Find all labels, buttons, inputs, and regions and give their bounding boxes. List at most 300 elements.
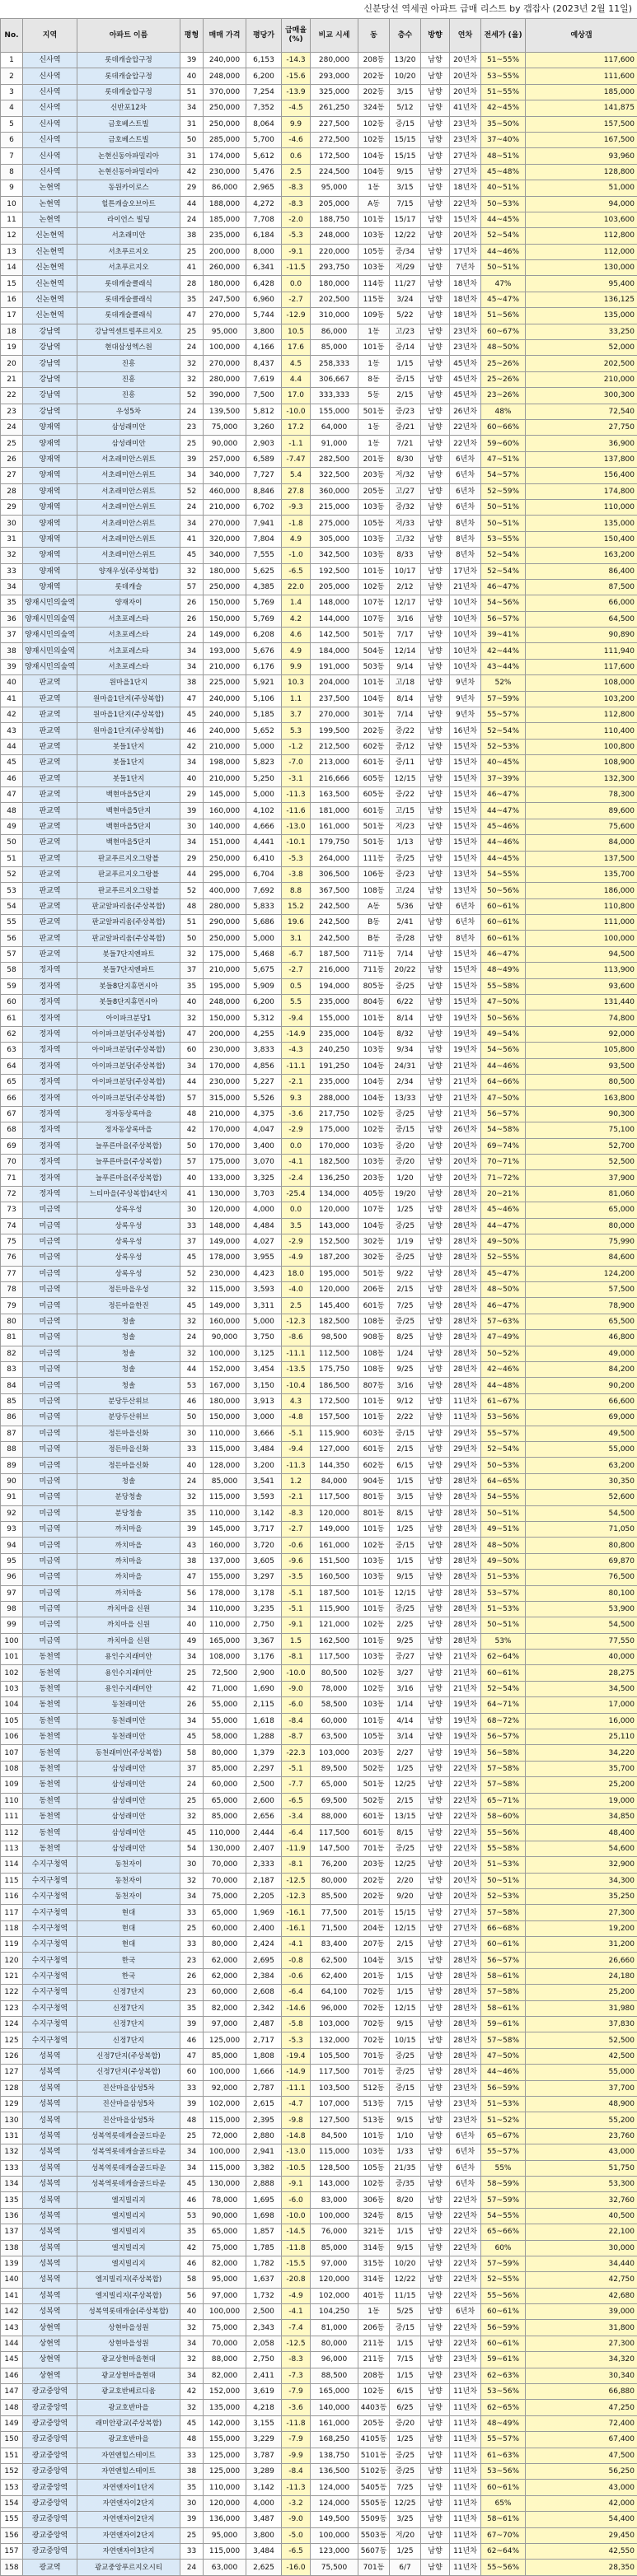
row-number: 26 bbox=[1, 451, 23, 467]
row-number: 154 bbox=[1, 2495, 23, 2511]
jeonse-rate-cell: 50~51% bbox=[481, 516, 526, 531]
floor-cell: 3/27 bbox=[390, 1665, 421, 1681]
discount-rate-cell: -2.1 bbox=[282, 1490, 311, 1505]
apartment-name-cell: 백현마을5단지 bbox=[77, 835, 180, 851]
price-per-pyeong-cell: 2,695 bbox=[246, 1953, 282, 1968]
region-cell: 성복역 bbox=[23, 2288, 77, 2303]
row-number: 74 bbox=[1, 1218, 23, 1234]
pyeong-cell: 37 bbox=[180, 963, 204, 978]
pyeong-cell: 48 bbox=[180, 898, 204, 914]
pyeong-cell: 25 bbox=[180, 324, 204, 339]
price-per-pyeong-cell: 4,484 bbox=[246, 1218, 282, 1234]
price-cell: 170,000 bbox=[204, 1058, 246, 1074]
price-cell: 70,000 bbox=[204, 2336, 246, 2351]
pyeong-cell: 37 bbox=[180, 1234, 204, 1249]
price-per-pyeong-cell: 5,625 bbox=[246, 563, 282, 579]
building-cell: 111동 bbox=[358, 851, 390, 866]
market-price-cell: 75,500 bbox=[311, 2560, 358, 2575]
region-cell: 동천역 bbox=[23, 1665, 77, 1681]
pyeong-cell: 56 bbox=[180, 2288, 204, 2303]
table-row bbox=[1, 212, 637, 227]
region-cell: 광교중앙역 bbox=[23, 2384, 77, 2400]
building-cell: 102동 bbox=[358, 1122, 390, 1138]
age-cell: 20년차 bbox=[450, 1873, 481, 1888]
direction-cell: 남향 bbox=[421, 1553, 450, 1569]
price-per-pyeong-cell: 5,769 bbox=[246, 611, 282, 627]
price-per-pyeong-cell: 5,652 bbox=[246, 723, 282, 739]
price-per-pyeong-cell: 4,666 bbox=[246, 819, 282, 834]
floor-cell: 13/33 bbox=[390, 1090, 421, 1106]
market-price-cell: 217,750 bbox=[311, 1106, 358, 1122]
expected-gap-cell: 19,200 bbox=[526, 1920, 637, 1936]
market-price-cell: 322,500 bbox=[311, 468, 358, 483]
apartment-name-cell: 롯데캐슬클래식 bbox=[77, 292, 180, 307]
market-price-cell: 85,000 bbox=[311, 340, 358, 356]
table-row bbox=[1, 2176, 637, 2191]
market-price-cell: 115,900 bbox=[311, 1601, 358, 1617]
apartment-name-cell: 논현신동아파밀리아 bbox=[77, 164, 180, 180]
direction-cell: 남향 bbox=[421, 132, 450, 147]
age-cell: 45년차 bbox=[450, 371, 481, 387]
column-header: 지역 bbox=[23, 19, 77, 53]
jeonse-rate-cell: 59~61% bbox=[481, 2017, 526, 2032]
table-row bbox=[1, 228, 637, 244]
apartment-name-cell: 까치마을 신원 bbox=[77, 1617, 180, 1633]
price-cell: 70,000 bbox=[204, 1857, 246, 1873]
pyeong-cell: 35 bbox=[180, 2480, 204, 2495]
market-price-cell: 155,000 bbox=[311, 1010, 358, 1026]
apartment-name-cell: 현대 bbox=[77, 1937, 180, 1953]
discount-rate-cell: -11.6 bbox=[282, 803, 311, 819]
floor-cell: 6/15 bbox=[390, 2384, 421, 2400]
apartment-name-cell: 성복역롯데캐슬골드타운 bbox=[77, 2160, 180, 2176]
direction-cell: 남향 bbox=[421, 1106, 450, 1122]
building-cell: 1동 bbox=[358, 180, 390, 196]
discount-rate-cell: -8.4 bbox=[282, 1713, 311, 1729]
expected-gap-cell: 74,800 bbox=[526, 1010, 637, 1026]
table-row bbox=[1, 132, 637, 147]
direction-cell: 남향 bbox=[421, 2128, 450, 2144]
age-cell: 17년차 bbox=[450, 563, 481, 579]
discount-rate-cell: -9.4 bbox=[282, 1010, 311, 1026]
price-per-pyeong-cell: 6,200 bbox=[246, 68, 282, 84]
discount-rate-cell: -15.5 bbox=[282, 2256, 311, 2271]
region-cell: 동천역 bbox=[23, 1713, 77, 1729]
building-cell: 702동 bbox=[358, 2000, 390, 2016]
row-number: 51 bbox=[1, 851, 23, 866]
apartment-name-cell: 분당두산위브 bbox=[77, 1410, 180, 1426]
row-number: 114 bbox=[1, 1857, 23, 1873]
pyeong-cell: 34 bbox=[180, 2160, 204, 2176]
jeonse-rate-cell: 56~59% bbox=[481, 2080, 526, 2096]
floor-cell: 19/20 bbox=[390, 1186, 421, 1202]
pyeong-cell: 52 bbox=[180, 483, 204, 499]
pyeong-cell: 25 bbox=[180, 1920, 204, 1936]
building-cell: 201동 bbox=[358, 1968, 390, 1984]
price-per-pyeong-cell: 2,343 bbox=[246, 2320, 282, 2336]
floor-cell: 중/15 bbox=[390, 2320, 421, 2336]
expected-gap-cell: 86,400 bbox=[526, 563, 637, 579]
floor-cell: 중/34 bbox=[390, 244, 421, 259]
pyeong-cell: 39 bbox=[180, 2017, 204, 2032]
direction-cell: 남향 bbox=[421, 2176, 450, 2191]
table-row bbox=[1, 2065, 637, 2080]
age-cell: 23년차 bbox=[450, 116, 481, 132]
direction-cell: 남향 bbox=[421, 2192, 450, 2208]
apartment-name-cell: 청솔 bbox=[77, 1346, 180, 1361]
pyeong-cell: 39 bbox=[180, 2512, 204, 2527]
direction-cell: 남향 bbox=[421, 1617, 450, 1633]
age-cell: 6년차 bbox=[450, 2128, 481, 2144]
building-cell: 103동 bbox=[358, 2144, 390, 2160]
floor-cell: 중/15 bbox=[390, 1122, 421, 1138]
floor-cell: 중/21 bbox=[390, 419, 421, 435]
jeonse-rate-cell: 50~51% bbox=[481, 260, 526, 276]
pyeong-cell: 34 bbox=[180, 835, 204, 851]
row-number: 115 bbox=[1, 1873, 23, 1888]
apartment-name-cell: 아이파크분당(주상복합) bbox=[77, 1075, 180, 1090]
market-price-cell: 216,666 bbox=[311, 771, 358, 786]
discount-rate-cell: -2.9 bbox=[282, 1234, 311, 1249]
pyeong-cell: 46 bbox=[180, 2192, 204, 2208]
price-per-pyeong-cell: 3,260 bbox=[246, 419, 282, 435]
row-number: 81 bbox=[1, 1330, 23, 1346]
apartment-name-cell: 자연앤자이3단지 bbox=[77, 2543, 180, 2559]
age-cell: 15년차 bbox=[450, 995, 481, 1010]
pyeong-cell: 34 bbox=[180, 2336, 204, 2351]
building-cell: 114동 bbox=[358, 276, 390, 292]
row-number: 58 bbox=[1, 963, 23, 978]
direction-cell: 남향 bbox=[421, 2048, 450, 2064]
market-price-cell: 237,500 bbox=[311, 691, 358, 707]
region-cell: 신논현역 bbox=[23, 244, 77, 259]
pyeong-cell: 34 bbox=[180, 516, 204, 531]
table-row bbox=[1, 1490, 637, 1505]
expected-gap-cell: 186,000 bbox=[526, 883, 637, 898]
expected-gap-cell: 53,300 bbox=[526, 2176, 637, 2191]
direction-cell: 남향 bbox=[421, 659, 450, 674]
apartment-name-cell: 까치마을 bbox=[77, 1585, 180, 1601]
building-cell: 5607동 bbox=[358, 2543, 390, 2559]
price-per-pyeong-cell: 1,288 bbox=[246, 1729, 282, 1745]
region-cell: 미금역 bbox=[23, 1393, 77, 1409]
table-row bbox=[1, 915, 637, 931]
building-cell: 807동 bbox=[358, 1378, 390, 1393]
column-header: 비교 시세 bbox=[311, 19, 358, 53]
discount-rate-cell: -4.1 bbox=[282, 2304, 311, 2320]
market-price-cell: 124,000 bbox=[311, 2495, 358, 2511]
direction-cell: 남향 bbox=[421, 2495, 450, 2511]
jeonse-rate-cell: 43~44% bbox=[481, 659, 526, 674]
row-number: 131 bbox=[1, 2128, 23, 2144]
table-row bbox=[1, 691, 637, 707]
age-cell: 28년차 bbox=[450, 1330, 481, 1346]
jeonse-rate-cell: 48% bbox=[481, 404, 526, 419]
pyeong-cell: 42 bbox=[180, 739, 204, 754]
age-cell: 28년차 bbox=[450, 1186, 481, 1202]
direction-cell: 남향 bbox=[421, 548, 450, 563]
pyeong-cell: 32 bbox=[180, 946, 204, 962]
building-cell: 101동 bbox=[358, 1010, 390, 1026]
jeonse-rate-cell: 51~56% bbox=[481, 308, 526, 324]
region-cell: 광교중앙역 bbox=[23, 2400, 77, 2415]
jeonse-rate-cell: 58~61% bbox=[481, 2512, 526, 2527]
pyeong-cell: 49 bbox=[180, 1633, 204, 1649]
apartment-name-cell: 롯데캐슬 bbox=[77, 579, 180, 595]
expected-gap-cell: 95,400 bbox=[526, 276, 637, 292]
table-row bbox=[1, 324, 637, 339]
price-per-pyeong-cell: 7,500 bbox=[246, 388, 282, 404]
apartment-name-cell: 원마을1단지(주상복합) bbox=[77, 723, 180, 739]
price-per-pyeong-cell: 7,555 bbox=[246, 548, 282, 563]
row-number: 105 bbox=[1, 1713, 23, 1729]
building-cell: 202동 bbox=[358, 68, 390, 84]
discount-rate-cell: -7.9 bbox=[282, 2432, 311, 2448]
apartment-name-cell: 상현마을성원 bbox=[77, 2320, 180, 2336]
floor-cell: 1/25 bbox=[390, 1761, 421, 1776]
table-row bbox=[1, 2304, 637, 2320]
row-number: 20 bbox=[1, 356, 23, 371]
age-cell: 28년차 bbox=[450, 2032, 481, 2048]
price-cell: 75,000 bbox=[204, 419, 246, 435]
row-number: 10 bbox=[1, 196, 23, 212]
table-row bbox=[1, 739, 637, 754]
jeonse-rate-cell: 53~57% bbox=[481, 1585, 526, 1601]
apartment-name-cell: 분당청솔 bbox=[77, 1490, 180, 1505]
floor-cell: 6/22 bbox=[390, 995, 421, 1010]
apartment-name-cell: 청솔 bbox=[77, 1362, 180, 1378]
age-cell: 6년차 bbox=[450, 2176, 481, 2191]
expected-gap-cell: 40,000 bbox=[526, 1650, 637, 1665]
row-number: 7 bbox=[1, 148, 23, 164]
expected-gap-cell: 31,800 bbox=[526, 2320, 637, 2336]
region-cell: 정자역 bbox=[23, 1026, 77, 1042]
direction-cell: 남향 bbox=[421, 531, 450, 547]
expected-gap-cell: 100,000 bbox=[526, 931, 637, 946]
market-price-cell: 100,000 bbox=[311, 2527, 358, 2543]
price-cell: 150,000 bbox=[204, 1010, 246, 1026]
age-cell: 11년차 bbox=[450, 2415, 481, 2431]
discount-rate-cell: -19.4 bbox=[282, 2048, 311, 2064]
table-row bbox=[1, 2480, 637, 2495]
row-number: 87 bbox=[1, 1426, 23, 1441]
direction-cell: 남향 bbox=[421, 1202, 450, 1218]
discount-rate-cell: -20.8 bbox=[282, 2272, 311, 2288]
direction-cell: 남향 bbox=[421, 1473, 450, 1489]
direction-cell: 남향 bbox=[421, 2097, 450, 2112]
region-cell: 미금역 bbox=[23, 1218, 77, 1234]
expected-gap-cell: 26,660 bbox=[526, 1953, 637, 1968]
market-price-cell: 117,500 bbox=[311, 2065, 358, 2080]
floor-cell: 2/12 bbox=[390, 579, 421, 595]
price-per-pyeong-cell: 3,787 bbox=[246, 2448, 282, 2463]
table-row bbox=[1, 1250, 637, 1266]
pyeong-cell: 24 bbox=[180, 340, 204, 356]
expected-gap-cell: 48,400 bbox=[526, 1825, 637, 1841]
market-price-cell: 134,000 bbox=[311, 1186, 358, 1202]
price-cell: 60,000 bbox=[204, 1777, 246, 1793]
jeonse-rate-cell: 52~54% bbox=[481, 563, 526, 579]
building-cell: 501동 bbox=[358, 1266, 390, 1281]
direction-cell: 남향 bbox=[421, 1186, 450, 1202]
direction-cell: 남향 bbox=[421, 1633, 450, 1649]
direction-cell: 남향 bbox=[421, 579, 450, 595]
pyeong-cell: 52 bbox=[180, 883, 204, 898]
row-number: 130 bbox=[1, 2112, 23, 2128]
apartment-name-cell: 서초래미안스위트 bbox=[77, 483, 180, 499]
price-cell: 60,000 bbox=[204, 1920, 246, 1936]
price-per-pyeong-cell: 2,297 bbox=[246, 1761, 282, 1776]
direction-cell: 남향 bbox=[421, 2463, 450, 2479]
price-per-pyeong-cell: 2,625 bbox=[246, 2560, 282, 2575]
jeonse-rate-cell: 59~60% bbox=[481, 436, 526, 451]
expected-gap-cell: 111,940 bbox=[526, 643, 637, 659]
row-number: 60 bbox=[1, 995, 23, 1010]
price-cell: 370,000 bbox=[204, 84, 246, 100]
price-cell: 240,000 bbox=[204, 691, 246, 707]
market-price-cell: 89,500 bbox=[311, 1761, 358, 1776]
region-cell: 양재시민의숲역 bbox=[23, 595, 77, 611]
direction-cell: 남향 bbox=[421, 803, 450, 819]
table-row bbox=[1, 2097, 637, 2112]
price-cell: 180,000 bbox=[204, 276, 246, 292]
jeonse-rate-cell: 55~56% bbox=[481, 2560, 526, 2575]
expected-gap-cell: 65,500 bbox=[526, 1314, 637, 1329]
age-cell: 8년차 bbox=[450, 548, 481, 563]
price-per-pyeong-cell: 3,800 bbox=[246, 2527, 282, 2543]
floor-cell: 2/15 bbox=[390, 1282, 421, 1298]
price-cell: 55,000 bbox=[204, 1713, 246, 1729]
age-cell: 23년차 bbox=[450, 132, 481, 147]
age-cell: 28년차 bbox=[450, 2017, 481, 2032]
direction-cell: 남향 bbox=[421, 1043, 450, 1058]
apartment-name-cell: 현대삼성엑스원 bbox=[77, 340, 180, 356]
market-price-cell: 161,000 bbox=[311, 1538, 358, 1553]
direction-cell: 남향 bbox=[421, 100, 450, 116]
age-cell: 28년차 bbox=[450, 2000, 481, 2016]
region-cell: 양재시민의숲역 bbox=[23, 659, 77, 674]
price-cell: 85,000 bbox=[204, 1473, 246, 1489]
table-row bbox=[1, 1857, 637, 1873]
discount-rate-cell: -14.9 bbox=[282, 1026, 311, 1042]
expected-gap-cell: 43,000 bbox=[526, 2480, 637, 2495]
apartment-name-cell: 양재자이 bbox=[77, 595, 180, 611]
direction-cell: 남향 bbox=[421, 1075, 450, 1090]
age-cell: 15년차 bbox=[450, 851, 481, 866]
building-cell: 211동 bbox=[358, 2352, 390, 2368]
price-cell: 340,000 bbox=[204, 548, 246, 563]
building-cell: 801동 bbox=[358, 1490, 390, 1505]
table-row bbox=[1, 1617, 637, 1633]
price-cell: 145,000 bbox=[204, 1521, 246, 1537]
market-price-cell: 77,500 bbox=[311, 1905, 358, 1920]
apartment-name-cell: 서초포레스타 bbox=[77, 611, 180, 627]
age-cell: 15년차 bbox=[450, 771, 481, 786]
price-cell: 82,000 bbox=[204, 2368, 246, 2383]
row-number: 104 bbox=[1, 1697, 23, 1713]
price-per-pyeong-cell: 4,102 bbox=[246, 803, 282, 819]
apartment-name-cell: 자연앤자이2단지 bbox=[77, 2512, 180, 2527]
market-price-cell: 342,500 bbox=[311, 548, 358, 563]
expected-gap-cell: 25,200 bbox=[526, 1985, 637, 2000]
market-price-cell: 147,500 bbox=[311, 1841, 358, 1856]
building-cell: 104동 bbox=[358, 1953, 390, 1968]
price-cell: 95,000 bbox=[204, 2527, 246, 2543]
direction-cell: 남향 bbox=[421, 1825, 450, 1841]
jeonse-rate-cell: 55~56% bbox=[481, 2288, 526, 2303]
price-per-pyeong-cell: 2,384 bbox=[246, 1968, 282, 1984]
age-cell: 15년차 bbox=[450, 946, 481, 962]
floor-cell: 중/22 bbox=[390, 786, 421, 802]
price-cell: 178,000 bbox=[204, 1250, 246, 1266]
building-cell: 315동 bbox=[358, 2256, 390, 2271]
expected-gap-cell: 90,300 bbox=[526, 1106, 637, 1122]
building-cell: 503동 bbox=[358, 659, 390, 674]
direction-cell: 남향 bbox=[421, 1841, 450, 1856]
row-number: 63 bbox=[1, 1043, 23, 1058]
discount-rate-cell: -3.8 bbox=[282, 866, 311, 882]
market-price-cell: 107,000 bbox=[311, 2097, 358, 2112]
floor-cell: 7/15 bbox=[390, 2352, 421, 2368]
region-cell: 신논현역 bbox=[23, 260, 77, 276]
jeonse-rate-cell: 52~59% bbox=[481, 483, 526, 499]
building-cell: 711동 bbox=[358, 946, 390, 962]
expected-gap-cell: 80,100 bbox=[526, 1585, 637, 1601]
region-cell: 미금역 bbox=[23, 1202, 77, 1218]
building-cell: 105동 bbox=[358, 1729, 390, 1745]
expected-gap-cell: 40,500 bbox=[526, 2208, 637, 2224]
building-cell: 202동 bbox=[358, 1888, 390, 1904]
row-number: 85 bbox=[1, 1393, 23, 1409]
table-row bbox=[1, 995, 637, 1010]
age-cell: 26년차 bbox=[450, 1122, 481, 1138]
floor-cell: 2/20 bbox=[390, 1873, 421, 1888]
expected-gap-cell: 112,800 bbox=[526, 228, 637, 244]
discount-rate-cell: -16.1 bbox=[282, 1905, 311, 1920]
market-price-cell: 136,250 bbox=[311, 1170, 358, 1186]
price-per-pyeong-cell: 1,695 bbox=[246, 2192, 282, 2208]
jeonse-rate-cell: 64~71% bbox=[481, 1697, 526, 1713]
table-row bbox=[1, 1090, 637, 1106]
apartment-name-cell: 삼성래미안 bbox=[77, 1825, 180, 1841]
expected-gap-cell: 34,500 bbox=[526, 1681, 637, 1696]
row-number: 22 bbox=[1, 388, 23, 404]
region-cell: 판교역 bbox=[23, 835, 77, 851]
row-number: 97 bbox=[1, 1585, 23, 1601]
price-cell: 170,000 bbox=[204, 1122, 246, 1138]
region-cell: 광교중앙역 bbox=[23, 2432, 77, 2448]
jeonse-rate-cell: 51~55% bbox=[481, 53, 526, 68]
expected-gap-cell: 78,300 bbox=[526, 786, 637, 802]
row-number: 90 bbox=[1, 1473, 23, 1489]
price-per-pyeong-cell: 4,255 bbox=[246, 1026, 282, 1042]
column-header: 연차 bbox=[450, 19, 481, 53]
price-cell: 148,000 bbox=[204, 1218, 246, 1234]
price-cell: 135,000 bbox=[204, 2400, 246, 2415]
jeonse-rate-cell: 60~61% bbox=[481, 898, 526, 914]
age-cell: 28년차 bbox=[450, 1362, 481, 1378]
building-cell: 206동 bbox=[358, 2320, 390, 2336]
row-number: 94 bbox=[1, 1538, 23, 1553]
expected-gap-cell: 53,900 bbox=[526, 1601, 637, 1617]
market-price-cell: 310,000 bbox=[311, 308, 358, 324]
expected-gap-cell: 37,900 bbox=[526, 1170, 637, 1186]
building-cell: 5505동 bbox=[358, 2495, 390, 2511]
row-number: 126 bbox=[1, 2048, 23, 2064]
building-cell: 103동 bbox=[358, 1570, 390, 1585]
floor-cell: 1/15 bbox=[390, 1553, 421, 1569]
expected-gap-cell: 32,760 bbox=[526, 2192, 637, 2208]
